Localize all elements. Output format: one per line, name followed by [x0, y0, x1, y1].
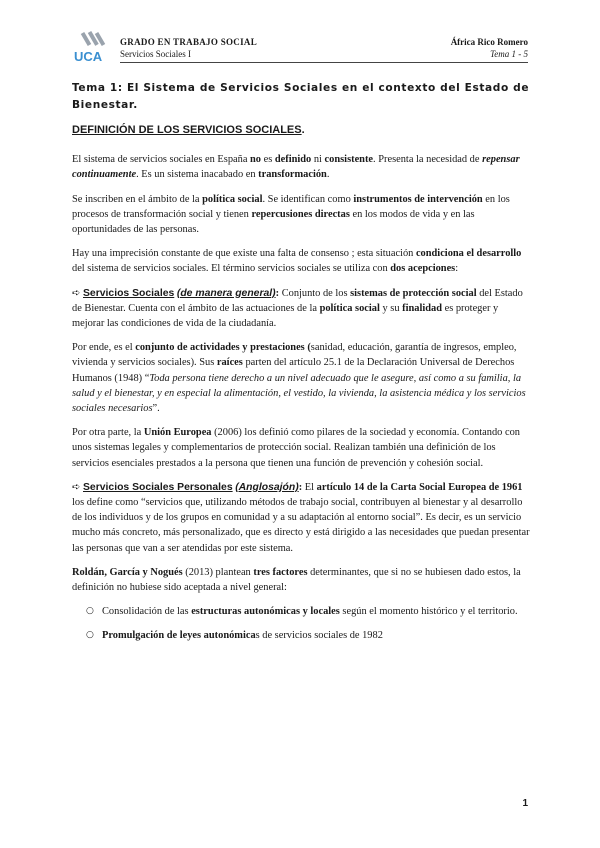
- author-label: África Rico Romero: [450, 37, 528, 47]
- list-item: ○ Promulgación de leyes autonómicas de servicios sociales de 1982: [102, 628, 530, 643]
- document-body: [72, 80, 530, 653]
- paragraph-3: Hay una imprecisión constante de que existe una falta de consenso ; esta situación condiciona el desarrollo del sistema de servicios sociales. El término servicios sociales se utiliza con dos acepciones:: [72, 248, 522, 275]
- subject-label: Servicios Sociales I: [120, 49, 191, 59]
- paragraph-6: Roldán, García y Nogués (2013) plantean tres factores determinantes, que si no se hubiesen dado estos, la definición no hubiese sido aceptada a nivel general:: [72, 566, 521, 594]
- header-divider: [120, 62, 528, 63]
- arrow-icon: ➪: [72, 481, 81, 493]
- page-header: [72, 26, 528, 66]
- degree-label: GRADO EN TRABAJO SOCIAL: [120, 37, 258, 47]
- list-item: ○ Consolidación de las estructuras autonómicas y locales según el momento histórico y el territorio.: [102, 604, 530, 619]
- header-right: [451, 36, 528, 60]
- svg-text:UCA: UCA: [74, 49, 103, 64]
- factors-list: [72, 604, 530, 643]
- section-heading: DEFINICIÓN DE LOS SERVICIOS SOCIALES.: [72, 124, 305, 136]
- paragraph-4: Por ende, es el conjunto de actividades y prestaciones (sanidad, educación, garantía de ingresos, empleo, vivienda y servicios sociales). Sus raíces parten del artículo 25.1 de la Declaración Universal de Derechos Humanos (1948) “Toda persona tiene derecho a un nivel adecuado que le asegure, así como a su familia, la salud y el bienestar, y en especial la alimentación, el vestido, la vivienda, la asistencia médica y los servicios sociales necesarios”.: [72, 342, 526, 415]
- arrow-icon: ➪: [72, 287, 81, 299]
- page-number: 1: [522, 798, 528, 809]
- bullet-servicios-sociales-personales: ➪ Servicios Sociales Personales (Anglosajón): El artículo 14 de la Carta Social Europea de 1961 los define como “servicios que, utilizando métodos de trabajo social, contribuyen al bienestar y al desarrollo de los individuos y de los grupos en comunidad y a su adaptación al entorno social”. Es decir, es un servicio mucho más concreto, más personalizado, que es directo y está dirigido a las necesidades que puedan presentar las personas que van a ser atendidas por este sistema.: [72, 481, 530, 554]
- topic-label: Tema 1 - 5: [490, 49, 528, 59]
- uca-logo: [72, 30, 114, 64]
- paragraph-5: Por otra parte, la Unión Europea (2006) los definió como pilares de la sociedad y economía. Contando con unos sistemas legales y complementarios de protección social. Realizan también una definición de los servicios esenciales prestados a la persona que tienen una función de prevención y cohesión social.: [72, 427, 520, 469]
- paragraph-2: Se inscriben en el ámbito de la política social. Se identifican como instrumentos de intervención en los procesos de transformación social y tienen repercusiones directas en los modos de vida y en las oportunidades de las personas.: [72, 193, 510, 236]
- paragraph-1: El sistema de servicios sociales en España no es definido ni consistente. Presenta la necesidad de repensar continuamente. Es un sistema inacabado en transformación.: [72, 154, 520, 181]
- header-left: [120, 36, 257, 60]
- document-title: Tema 1: El Sistema de Servicios Sociales en el contexto del Estado de Bienestar.: [72, 82, 530, 111]
- bullet-servicios-sociales: ➪ Servicios Sociales (de manera general): Conjunto de los sistemas de protección social del Estado de Bienestar. Cuenta con el ámbito de las actuaciones de la política social y su finalidad es proteger y mejorar las condiciones de vida de la ciudadanía.: [72, 287, 523, 330]
